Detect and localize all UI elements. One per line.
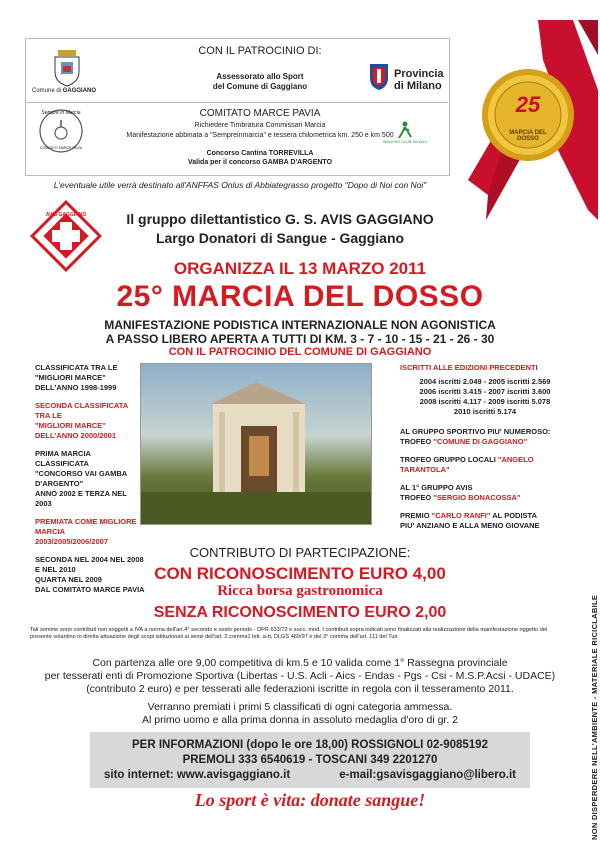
iscritti-row: 2004 iscritti 2.049 - 2005 iscritti 2.569 — [419, 377, 551, 386]
provincia-label: Provincia di Milano — [394, 68, 444, 92]
iscritti-row: 2008 iscritti 4.117 - 2009 iscritti 5.078 — [419, 397, 551, 406]
badge-number: 25 — [515, 92, 541, 117]
walking-club-icon — [395, 120, 415, 140]
left-item: SECONDA CLASSIFICATA TRA LE "MIGLIORI MARCE" DELL'ANNO 2000/2001 — [35, 401, 128, 440]
trofeo-item: TROFEO GRUPPO LOCALI "ANGELO TARANTOLA" — [400, 455, 534, 474]
sempre-logo-text: Sempre in Marcia — [41, 110, 81, 116]
left-item: PRIMA MARCIA CLASSIFICATA "CONCORSO VAI GAMBA D'ARGENTO" ANNO 2002 E TERZA NEL 2003 — [35, 449, 127, 508]
subtitle: MANIFESTAZIONE PODISTICA INTERNAZIONALE NON AGONISTICA A PASSO LIBERO APERTA A TUTTI DI KM. 3 - 7 - 10 - 15 - 21 - 26 - 30 — [104, 318, 496, 346]
comitato-lines: Richiedere Timbratura Commissari Marcia Manifestazione abbinata a "Sempreinmarcia" e tessera chilometrica km. 250 e km 500 — [126, 122, 394, 139]
small-print: Tali somme sono contributi non soggetti a IVA a norma dell'art.4° secondo e sesto periodo - DPR 633/72 e succ. mod. I contributi sopra indicati sono finalizzati alla realizzazione della manifestazione oggetto del presente volantino in diretta attuazione degli scopi istituzionali ai sensi dell'art. 2 comma1 lett. a-b, DLGS 460/97 e del 3° comma dell'art. 111 del Tuir — [30, 627, 548, 640]
walking-club-text: WALKING CLUB MILANO — [382, 140, 428, 144]
gruppo-text: Il gruppo dilettantistico G. S. AVIS GAGGIANO Largo Donatori di Sangue - Gaggiano — [126, 211, 434, 246]
sempre-logo-sub: COMITATO MARCE PAVIA — [39, 146, 83, 150]
header-divider — [25, 102, 448, 103]
premiati: Verranno premiati i primi 5 classificati di ogni categoria ammessa. Al primo uomo e alla prima donna in assoluto medaglia d'oro di gr. 2 — [141, 701, 458, 726]
website-link[interactable]: sito internet: www.avisgaggiano.it — [104, 769, 291, 781]
iscritti-title: ISCRITTI ALLE EDIZIONI PRECEDENTI — [400, 363, 538, 372]
iscritti-row: 2006 iscritti 3.415 - 2007 iscritti 3.600 — [419, 387, 551, 396]
left-item: SECONDA NEL 2004 NEL 2008 E NEL 2010 QUARTA NEL 2009 DAL COMITATO MARCE PAVIA — [35, 555, 145, 594]
concorso: Concorso Cantina TORREVILLA Valida per il concorso GAMBA D'ARGENTO — [187, 150, 333, 166]
comitato-title: COMITATO MARCE PAVIA — [199, 108, 321, 119]
vertical-note: NON DISPERDERE NELL'AMBIENTE - MATERIALE RICICLABILE — [590, 594, 599, 840]
trofeo-item: AL GRUPPO SPORTIVO PIU' NUMEROSO: TROFEO "COMUNE DI GAGGIANO" — [400, 427, 551, 446]
comune-crest-icon — [50, 48, 84, 88]
chapel-photo — [140, 363, 372, 525]
avis-logo-text: AVIS GAGGIANO — [45, 212, 87, 218]
main-title: 25° MARCIA DEL DOSSO — [116, 280, 484, 313]
badge-text: MARCIA DEL DOSSO — [509, 130, 547, 142]
comune-caption: Comune di GAGGIANO — [32, 88, 97, 94]
patrocinio-comune: CON IL PATROCINIO DEL COMUNE DI GAGGIANO — [168, 346, 432, 358]
left-item: PREMIATA COME MIGLIORE MARCIA 2003/2005/2006/2007 — [35, 517, 137, 546]
left-item: CLASSIFICATA TRA LE "MIGLIORI MARCE" DELL'ANNO 1998-1999 — [35, 363, 118, 392]
trofeo-item: PREMIO "CARLO RANFI" AL PODISTA PIU' ANZIANO E ALLA MENO GIOVANE — [400, 511, 540, 530]
provincia-crest-icon — [368, 60, 390, 92]
utile-line: L'eventuale utile verrà destinato all'ANFFAS Onlus di Abbiategrasso progetto "Dopo di Noi con Noi" — [53, 180, 427, 190]
partenza: Con partenza alle ore 9,00 competitiva di km.5 e 10 valida come 1° Rassegna provinciale per tesserati enti di Promozione Sportiva (Libertas - U.S. Acli - Aics - Endas - Pgs - Csi - M.S.P.Acsi - UDACE) (contributo 2 euro) e per tesserati alle federazioni iscritte in regola con il tesseramento 2011. — [44, 657, 556, 695]
contributo-title: CONTRIBUTO DI PARTECIPAZIONE: — [189, 545, 411, 560]
trofeo-item: AL 1° GRUPPO AVIS TROFEO "SERGIO BONACOSSA" — [400, 483, 521, 502]
iscritti-row: 2010 iscritti 5.174 — [453, 407, 517, 416]
email-link[interactable]: e-mail:gsavisgaggiano@libero.it — [339, 769, 516, 781]
patrocinio-title: CON IL PATROCINIO DI: — [198, 45, 322, 57]
contributo-borsa: Ricca borsa gastronomica — [217, 583, 383, 599]
organizza: ORGANIZZA IL 13 MARZO 2011 — [173, 259, 427, 278]
left-column — [35, 363, 145, 595]
assessorato: Assessorato allo Sport del Comune di Gaggiano — [212, 72, 308, 91]
contributo-con: CON RICONOSCIMENTO EURO 4,00 — [154, 564, 446, 583]
right-column — [400, 363, 570, 531]
slogan: Lo sport è vita: donate sangue! — [194, 790, 426, 810]
contributo-senza: SENZA RICONOSCIMENTO EURO 2,00 — [153, 604, 447, 621]
info-text: PER INFORMAZIONI (dopo le ore 18,00) ROSSIGNOLI 02-9085192 PREMOLI 333 6540619 - TOSCANI 349 2201270 sito internet: www.avisgaggiano.it e-mail:gsavisgaggiano@libero.it — [104, 739, 516, 781]
